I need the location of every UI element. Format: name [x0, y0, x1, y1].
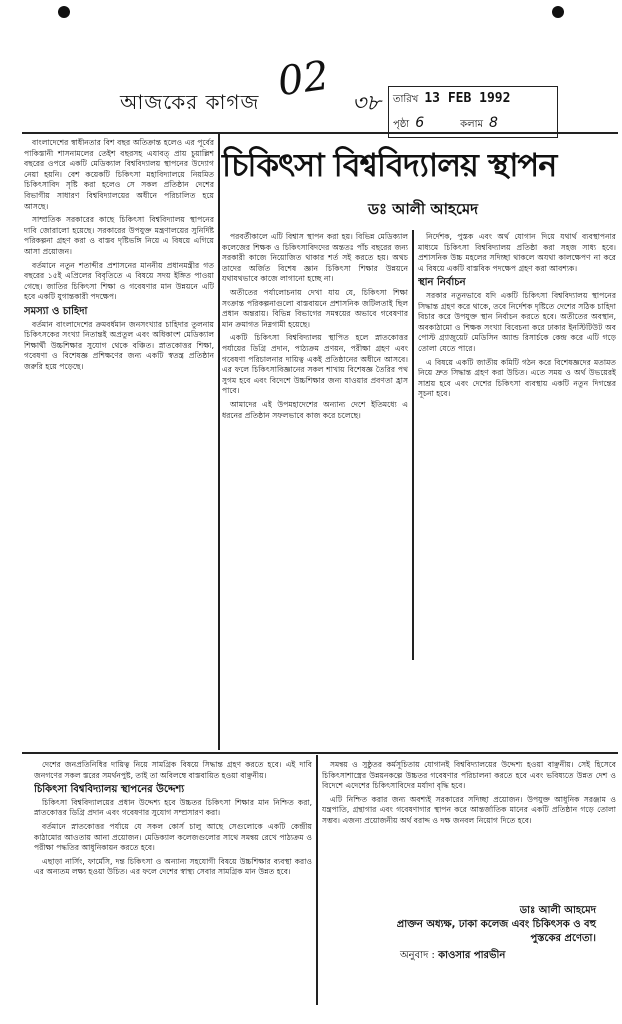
paragraph: এ বিষয়ে একটি জাতীয় কমিটি গঠন করে বিশেষজ্ঞদের মতামত নিয়ে দ্রুত সিদ্ধান্ত গ্রহণ করা উচিত। এতে সময় ও অর্থ উভয়েরই সাশ্রয় হবে এবং দেশের চিকিৎসা ব্যবস্থায় একটি নতুন দিগন্তের সূচনা হবে। — [418, 357, 616, 399]
byline: ডঃ আলী আহমেদ — [368, 200, 479, 218]
paragraph: সরকার নতুনভাবে যদি একটি চিকিৎসা বিশ্ববিদ্যালয় স্থাপনের সিদ্ধান্ত গ্রহণ করে থাকে, তবে নির্দেশক দৃষ্টিতে দেশের সঠিক চাহিদা বিচার করে উপযুক্ত স্থান নির্বাচন করতে হবে। অতীতের অবস্থান, অবকাঠামো ও শিক্ষক সংখ্যা বিবেচনা করে ঢাকার ইনস্টিটিউট অব পোস্ট গ্র্যাজুয়েট মেডিসিন অ্যান্ড রিসার্চকে কেন্দ্র করে এটি গড়ে তোলা যেতে পারে। — [418, 290, 616, 353]
author-title: প্রাক্তন অধ্যক্ষ, ঢাকা কলেজ এবং চিকিৎসক ও বহু — [396, 919, 596, 930]
subheading: চিকিৎসা বিশ্ববিদ্যালয় স্থাপনের উদ্দেশ্য — [34, 784, 185, 796]
divider — [22, 132, 618, 134]
paragraph: সাম্প্রতিক সরকারের কাছে চিকিৎসা বিশ্ববিদ্যালয় স্থাপনের দাবি জোরালো হয়েছে। সরকারের উপযুক্ত মন্ত্রণালয়ের সুনির্দিষ্ট পরিকল্পনা গ্রহণ করা ও বাস্তব দৃষ্টিভঙ্গি নিয়ে এ বিষয়ে এগিয়ে আসা প্রয়োজন। — [24, 215, 214, 256]
paragraph: সমন্বয় ও সুষ্ঠুতর কর্মসূচিতায় যোগানই বিশ্ববিদ্যালয়ের উদ্দেশ্য হওয়া বাঞ্ছনীয়। সেই হিসেবে চিকিৎসাশাস্ত্রের উন্নয়নকল্পে উচ্চতর গবেষণার পরিচালনা করতে হবে এবং ভবিষ্যতে উন্নত দেশ ও বিদেশে এদেশের চিকিৎসাবিদের মর্যাদা বৃদ্ধি হবে। — [322, 760, 616, 791]
divider — [218, 132, 220, 750]
column-3 — [418, 232, 616, 748]
subheading: সমস্যা ও চাহিদা — [24, 305, 88, 317]
translator-name: কাওসার পারভীন — [438, 950, 506, 961]
translator-line: অনুবাদ : কাওসার পারভীন — [400, 950, 506, 961]
paragraph: দেশের জনপ্রতিনিধির দায়িত্ব নিয়ে সামগ্রিক বিষয়ে সিদ্ধান্ত গ্রহণ করতে হবে। এই দাবি জনগণের সকল স্তরের সমর্থনপুষ্ট, তাই তা অবিলম্বে বাস্তবায়িত হওয়া বাঞ্ছনীয়। — [34, 760, 312, 780]
paragraph: আমাদের এই উপমহাদেশের অন্যান্য দেশে ইতিমধ্যে এ ধরনের প্রতিষ্ঠান সফলভাবে কাজ করে চলেছে। — [222, 399, 408, 420]
date-stamp — [388, 86, 558, 138]
column-2 — [222, 232, 408, 748]
divider — [22, 752, 618, 754]
column-1 — [24, 138, 214, 748]
file-mark: ৩৮ — [352, 91, 381, 116]
paragraph: বাংলাদেশের স্বাধীনতার বিশ বছর অতিক্রান্ত হলেও এর পূর্বের পাকিস্তানী শাসনামলের তেইশ বছরসহ এযাবত্ প্রায় চুয়াল্লিশ বছরের ওপরে একটি মেডিক্যাল বিশ্ববিদ্যালয় স্থাপনের উদ্যোগ নেয়া হয়নি। বেশ কয়েকটি চিকিৎসা মহাবিদ্যালয়ে নিয়মিত চিকিৎসাবিদ সৃষ্টি করা হলেও সে সকল প্রতিষ্ঠান দেশের বিভাগীয় সাধারণ বিশ্ববিদ্যালয়ের অধীনে পরিচালিত হয়ে আসছে। — [24, 138, 214, 211]
headline: চিকিৎসা বিশ্ববিদ্যালয় স্থাপন — [222, 146, 557, 184]
paragraph: নির্দেশক, পুস্তক এবং অর্থ যোগান দিয়ে যথার্থ ব্যবস্থাপনার মাধ্যমে চিকিৎসা বিশ্ববিদ্যালয় প্রতিষ্ঠা করা সহজ সাধ্য হবে। প্রশাসনিক উচ্চ মহলের সদিচ্ছা থাকলে অযথা কালক্ষেপণ না করে এ বিষয়ে একটি বাস্তবিক পদক্ষেপ গ্রহণ করা আবশ্যক। — [418, 232, 616, 273]
paragraph: বর্তমান বাংলাদেশের ক্রমবর্ধমান জনসংখ্যার চাহিদার তুলনায় চিকিৎসকের সংখ্যা নিতান্তই অপ্রতুল এবং অধিকাংশ মেডিক্যাল শিক্ষার্থী উচ্চশিক্ষার সুযোগ থেকে বঞ্চিত। স্নাতকোত্তর শিক্ষা, গবেষণা ও বিশেষজ্ঞ প্রশিক্ষণের জন্য একটি স্বতন্ত্র প্রতিষ্ঠান জরুরি হয়ে পড়েছে। — [24, 319, 214, 371]
page-label: পৃষ্ঠা — [393, 119, 410, 130]
author-title-cont: পুস্তকের প্রণেতা। — [530, 933, 596, 944]
paragraph: এছাড়া নার্সিং, ফার্মেসি, দন্ত চিকিৎসা ও অন্যান্য সহযোগী বিষয়ে উচ্চশিক্ষার ব্যবস্থা করাও এর অন্যতম লক্ষ্য হওয়া উচিত। এর ফলে দেশের স্বাস্থ্য সেবার সামগ্রিক মান উন্নত হবে। — [34, 856, 312, 877]
paragraph: চিকিৎসা বিশ্ববিদ্যালয়ের প্রধান উদ্দেশ্য হবে উচ্চতর চিকিৎসা শিক্ষার মান নিশ্চিত করা, স্নাতকোত্তর ডিগ্রি প্রদান এবং গবেষণার সুযোগ সম্প্রসারণ করা। — [34, 797, 312, 818]
paragraph: বর্তমানে স্নাতকোত্তর পর্যায়ে যে সকল কোর্স চালু আছে সেগুলোকে একটি কেন্দ্রীয় কাঠামোর আওতায় আনা প্রয়োজন। মেডিক্যাল কলেজগুলোর সাথে সমন্বয় রেখে পাঠ্যক্রম ও পরীক্ষা পদ্ধতির আধুনিকায়ন করতে হবে। — [34, 821, 312, 853]
column-value: 8 — [489, 115, 498, 131]
paragraph: অতীতের পর্যালোচনায় দেখা যায় যে, চিকিৎসা শিক্ষা সংক্রান্ত পরিকল্পনাগুলো বাস্তবায়নে প্রশাসনিক জটিলতাই ছিল প্রধান অন্তরায়। বিভিন্ন বিভাগের সমন্বয়ের অভাবে গবেষণার মান ক্রমাগত নিম্নগামী হয়েছে। — [222, 287, 408, 329]
column-4 — [34, 760, 312, 1018]
subheading: স্থান নির্বাচন — [418, 277, 466, 289]
paragraph: বর্তমানে নতুন শতাব্দীর প্রশাসনের মাননীয় প্রধানমন্ত্রীর গত বছরের ১৫ই এপ্রিলের বিবৃতিতে এ বিষয়ে সদয় ইঙ্গিত পাওয়া গেছে। জাতির চিকিৎসা শিক্ষা ও গবেষণার মান উন্নয়নে এটি হবে একটি যুগান্তকারী পদক্ষেপ। — [24, 260, 214, 302]
divider — [412, 230, 414, 660]
punch-hole — [58, 6, 70, 18]
column-5 — [322, 760, 616, 898]
paragraph: পরবর্তীকালে এটি বিশ্বাস স্থাপন করা হয়। বিভিন্ন মেডিক্যাল কলেজের শিক্ষক ও চিকিৎসাবিদদের অন্ততঃ পাঁচ বছরের জন্য সরকারী কাজে নিয়োজিত থাকার শর্ত সই করতে হয়। অথচ তাদের অর্জিত বিশেষ জ্ঞান চিকিৎসা শিক্ষার উন্নয়নে যথাযথভাবে কাজে লাগানো হচ্ছে না। — [222, 232, 408, 284]
punch-hole — [552, 6, 564, 18]
paragraph: একটি চিকিৎসা বিশ্ববিদ্যালয় স্থাপিত হলে স্নাতকোত্তর পর্যায়ের ডিগ্রি প্রদান, পাঠ্যক্রম প্রণয়ন, পরীক্ষা গ্রহণ এবং গবেষণা পরিচালনার দায়িত্ব একই প্রতিষ্ঠানের অধীনে আসবে। এর ফলে চিকিৎসাবিজ্ঞানের সকল শাখায় বিশেষজ্ঞ তৈরির পথ সুগম হবে এবং বিদেশে উচ্চশিক্ষার জন্য যাওয়ার প্রবণতা হ্রাস পাবে। — [222, 333, 408, 396]
column-label: কলাম — [460, 119, 484, 130]
translation-label: অনুবাদ — [400, 950, 429, 961]
author-name: ডাঃ আলী আহমেদ — [519, 905, 596, 916]
newspaper-name: আজকের কাগজ — [120, 90, 260, 114]
stamp-date: 13 FEB 1992 — [424, 91, 511, 106]
page-value: 6 — [415, 115, 425, 131]
date-label: তারিখ — [393, 94, 419, 105]
author-signature — [296, 904, 596, 946]
file-number: 02 — [275, 52, 332, 106]
paragraph: এটি নিশ্চিত করার জন্য অবশ্যই সরকারের সদিচ্ছা প্রয়োজন। উপযুক্ত আধুনিক সরঞ্জাম ও যন্ত্রপাতি, গ্রন্থাগার এবং গবেষণাগার স্থাপন করে আন্তর্জাতিক মানের একটি প্রতিষ্ঠান গড়ে তোলা সম্ভব। এজন্য প্রয়োজনীয় অর্থ বরাদ্দ ও দক্ষ জনবল নিয়োগ দিতে হবে। — [322, 794, 616, 825]
divider — [316, 755, 318, 1005]
